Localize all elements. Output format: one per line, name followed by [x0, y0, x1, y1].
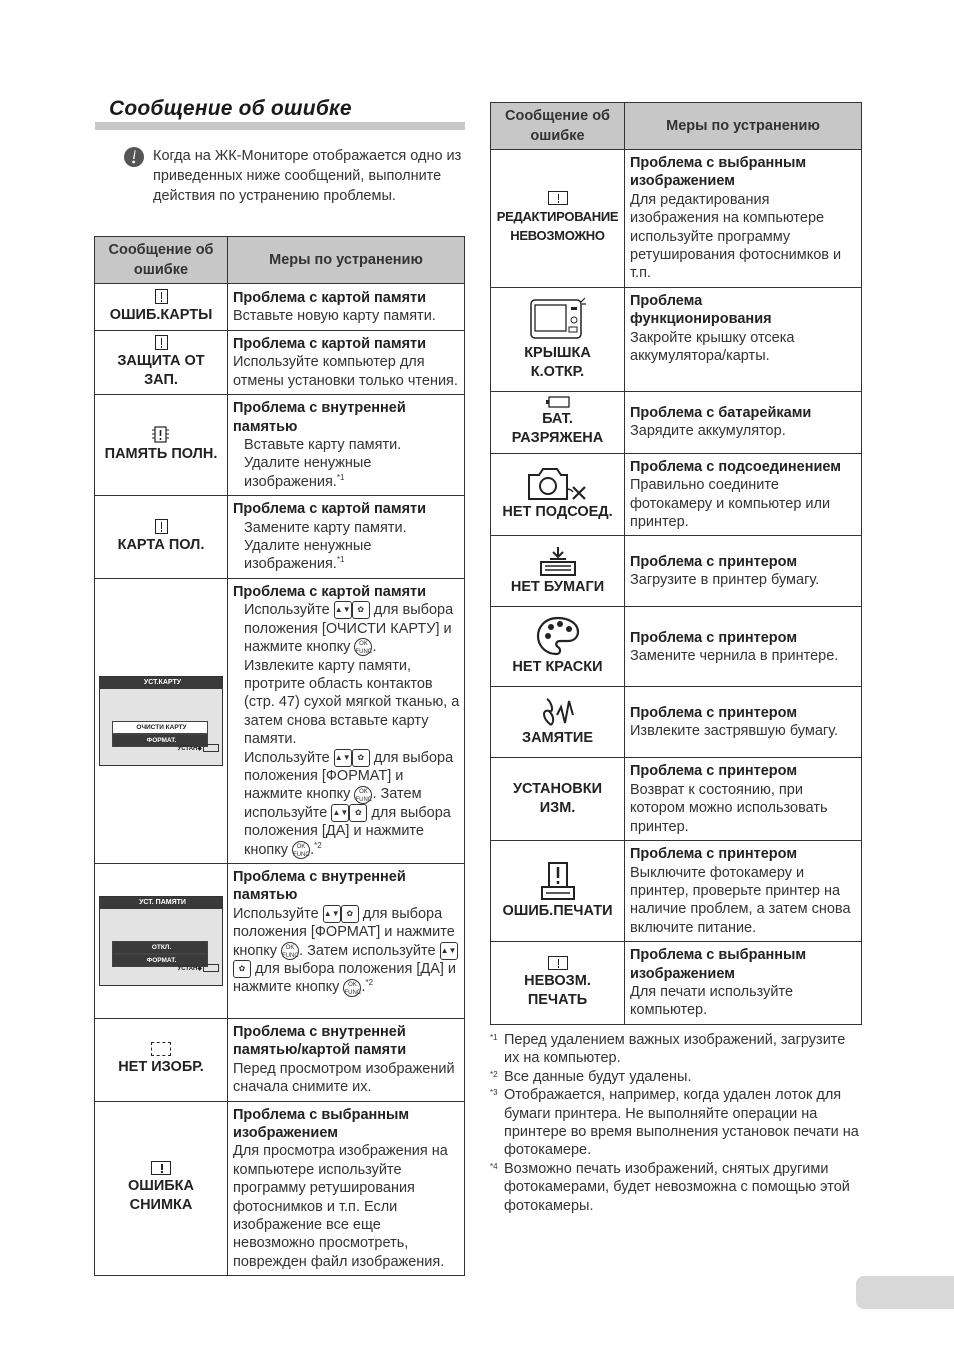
remedy-text: Замените чернила в принтере.	[630, 647, 839, 664]
footnote-ref: *1	[336, 555, 345, 565]
message-label: РЕДАКТИРОВАНИЕ	[496, 209, 619, 225]
error-table-right	[490, 102, 862, 1025]
ok-button-icon: OK FUNC	[354, 638, 372, 656]
warning-icon	[151, 1161, 171, 1175]
footnote-text: Возможно печать изображений, снятых другими фотокамерами, будет невозможна с помощью этой фотокамеры.	[504, 1160, 850, 1214]
problem-heading-line2: изображением	[630, 173, 735, 190]
message-label: КРЫШКА	[524, 345, 591, 362]
problem-heading: Проблема с выбранным	[630, 947, 807, 964]
macro-button-icon: ✿	[341, 905, 359, 923]
problem-heading-line2: функционирования	[630, 311, 772, 328]
message-label: ПАМЯТЬ ПОЛН.	[104, 446, 218, 463]
macro-button-icon: ✿	[352, 749, 370, 767]
table-row	[491, 287, 862, 391]
page-title: Сообщение об ошибке	[109, 97, 352, 120]
problem-heading: Проблема с принтером	[630, 763, 798, 780]
table-row	[95, 395, 465, 496]
problem-heading: Проблема с картой памяти	[233, 583, 427, 600]
remedy-text: Для просмотра изображения на компьютере используйте программу ретуширования фотоснимков и т.п. Если изображение все еще невозможно просмотреть, поврежден файл изображения.	[233, 1143, 448, 1270]
footnote	[490, 1086, 862, 1160]
problem-heading-line2: изображением	[630, 965, 735, 982]
macro-button-icon: ✿	[349, 804, 367, 822]
message-label: ЗАЩИТА ОТ	[117, 353, 205, 370]
message-label-line2: НЕВОЗМОЖНО	[510, 228, 605, 244]
problem-heading: Проблема	[630, 292, 703, 309]
table-row	[95, 1101, 465, 1276]
remedy-text: Возврат к состоянию, при котором можно использовать принтер.	[630, 781, 828, 835]
problem-heading: Проблема с внутренней	[233, 400, 406, 417]
warning-icon	[155, 519, 168, 534]
problem-heading: Проблема с картой памяти	[233, 289, 427, 306]
footnote-text: Перед удалением важных изображений, загрузите их на компьютер.	[504, 1032, 846, 1067]
page-number-tab	[856, 1276, 954, 1309]
problem-heading: Проблема с внутренней	[233, 868, 406, 885]
message-label: УСТАНОВКИ	[512, 781, 603, 798]
lcd-set-label: УСТАН◆	[178, 960, 220, 979]
footnote-mark: *1	[490, 1033, 498, 1042]
header-remedy: Меры по устранению	[625, 103, 862, 150]
ok-button-icon: OK FUNC	[281, 942, 299, 960]
remedy-text: Извлеките застрявшую бумагу.	[630, 723, 839, 740]
warning-icon	[548, 956, 568, 970]
remedy-text: Для редактирования изображения на компьютере используйте программу ретуширования фотоснимков и т.п.	[630, 191, 842, 282]
ok-button-icon: OK FUNC	[343, 979, 361, 997]
problem-heading: Проблема с выбранным	[233, 1106, 410, 1123]
remedy-text: Перед просмотром изображений сначала снимите их.	[233, 1060, 455, 1096]
table-row	[491, 687, 862, 758]
footnote	[490, 1068, 862, 1086]
updown-button-icon: ▲▼	[323, 905, 341, 923]
message-label-line2: РАЗРЯЖЕНА	[511, 430, 604, 447]
message-label: ОШИБ.КАРТЫ	[109, 307, 213, 323]
warning-icon	[155, 335, 168, 350]
remedy-text: Закройте крышку отсека аккумулятора/карты.	[630, 329, 795, 365]
ok-button-icon: OK FUNC	[354, 786, 372, 804]
remedy-step: Удалите ненужные изображения.$^{*1}$	[244, 538, 372, 573]
footnote-ref: *2	[365, 978, 374, 988]
remedy-text: Загрузите в принтер бумагу.	[630, 572, 820, 589]
caution-icon	[123, 146, 145, 168]
updown-button-icon: ▲▼	[331, 804, 349, 822]
table-row	[95, 578, 465, 863]
footnotes	[490, 1031, 862, 1215]
table-row	[491, 942, 862, 1025]
lcd-option-format: ФОРМАТ.	[112, 734, 208, 747]
problem-heading: Проблема с выбранным	[630, 155, 807, 171]
problem-heading: Проблема с картой памяти	[233, 501, 427, 518]
problem-heading: Проблема с принтером	[630, 705, 798, 722]
message-label: НЕТ ПОДСОЕД.	[502, 504, 613, 521]
intro-text: Когда на ЖК-Мониторе отображается одно из приведенных ниже сообщений, выполните действия по устранению проблемы.	[153, 148, 462, 204]
remedy-step: Удалите ненужные изображения.$^{*1}$	[244, 455, 372, 490]
problem-heading: Проблема с батарейками	[630, 404, 812, 421]
lcd-memory-setup-screen	[99, 896, 223, 986]
footnote-mark: *4	[490, 1161, 498, 1171]
remedy-text: Вставьте новую карту памяти.	[233, 308, 436, 324]
remedy-text: Зарядите аккумулятор.	[630, 423, 786, 440]
macro-button-icon: ✿	[233, 960, 251, 978]
footnote	[490, 1160, 862, 1215]
remedy-text: Для печати используйте компьютер.	[630, 983, 794, 1019]
problem-heading: Проблема с подсоединением	[630, 458, 841, 475]
message-label: КАРТА ПОЛ.	[117, 537, 205, 554]
problem-heading: Проблема с принтером	[630, 846, 798, 863]
message-label: НЕВОЗМ.	[524, 972, 591, 989]
lcd-title: УСТ.КАРТУ	[100, 677, 222, 689]
updown-button-icon: ▲▼	[334, 749, 352, 767]
footnote-ref: *2	[314, 840, 322, 850]
message-label: НЕТ ИЗОБР.	[118, 1059, 204, 1076]
footnote-text: Отображается, например, когда удален лоток для бумаги принтера. Не выполняйте операции на принтере во время выполнения установок печати на фотокамере.	[504, 1087, 859, 1159]
message-label: БАТ.	[542, 411, 573, 428]
remedy-text: Используйте компьютер для отмены установки только чтения.	[233, 354, 458, 389]
remedy-text: Правильно соедините фотокамеру и компьютер или принтер.	[630, 477, 831, 531]
page-title-block	[95, 97, 465, 130]
remedy-step: Вставьте карту памяти.	[244, 437, 402, 454]
message-label-line2: К.ОТКР.	[530, 364, 585, 381]
footnote	[490, 1031, 862, 1068]
message-label-line2: СНИМКА	[129, 1197, 193, 1214]
message-label: ЗАМЯТИЕ	[521, 729, 593, 746]
no-paper-icon	[539, 546, 577, 576]
header-message: Сообщение об ошибке	[491, 103, 625, 150]
problem-heading: Проблема с принтером	[630, 629, 798, 646]
footnote-text: Все данные будут удалены.	[504, 1068, 692, 1085]
table-row	[491, 150, 862, 288]
table-row	[95, 1018, 465, 1101]
table-row	[95, 284, 465, 331]
footnote-mark: *2	[490, 1069, 498, 1079]
remedy-text: Выключите фотокамеру и принтер, проверьте принтер на наличие проблем, а затем снова включите питание.	[630, 864, 851, 936]
message-label-line2: ПЕЧАТЬ	[527, 991, 588, 1008]
macro-button-icon: ✿	[352, 601, 370, 619]
message-label: ОШИБКА	[127, 1178, 194, 1195]
remedy-step: Замените карту памяти.	[244, 519, 407, 536]
remedy-step: Извлеките карту памяти, протрите область контактов (стр. 47) сухой мягкой тканью, а затем снова вставьте карту памяти.	[244, 657, 460, 748]
lcd-option-off: ОТКЛ.	[112, 941, 208, 954]
lcd-option-clean-card: ОЧИСТИ КАРТУ	[112, 721, 208, 734]
problem-heading-line2: памятью	[233, 418, 298, 435]
battery-empty-icon	[546, 396, 570, 408]
warning-icon	[548, 191, 568, 205]
remedy-step: Используйте ▲▼ ✿ для выбора положения [ОЧИСТИ КАРТУ] и нажмите кнопку OK FUNC.	[244, 602, 454, 656]
no-ink-icon	[536, 616, 580, 656]
lcd-card-setup-screen	[99, 676, 223, 766]
table-row	[491, 607, 862, 687]
message-label: НЕТ БУМАГИ	[510, 578, 605, 595]
ok-button-icon: OK FUNC	[292, 841, 310, 859]
intro-note	[123, 146, 463, 206]
footnote-mark: *3	[490, 1088, 498, 1098]
header-message: Сообщение об ошибке	[95, 237, 228, 284]
remedy-step: Используйте ▲▼ ✿ для выбора положения [ФОРМАТ] и нажмите кнопку OK FUNC. Затем используйте ▲▼✿ для выбора положения [ДА] и нажмите кнопку OK FUNC.$^{*2}$	[233, 905, 457, 996]
problem-heading-line2: памятью	[233, 887, 298, 904]
updown-button-icon: ▲▼	[440, 942, 458, 960]
problem-heading: Проблема с принтером	[630, 554, 798, 571]
table-row	[491, 391, 862, 453]
problem-heading-line2: памятью/картой памяти	[233, 1042, 407, 1059]
table-row	[95, 496, 465, 579]
table-row	[95, 863, 465, 1018]
problem-heading: Проблема с внутренней	[233, 1023, 406, 1040]
title-underline-bar	[95, 122, 465, 130]
error-table-left	[94, 236, 465, 1276]
camera-disconnected-icon	[527, 467, 589, 501]
memory-full-icon	[151, 426, 171, 443]
problem-heading: Проблема с картой памяти	[233, 336, 427, 352]
updown-button-icon: ▲▼	[334, 601, 352, 619]
problem-heading-line2: изображением	[233, 1125, 338, 1141]
table-row	[95, 331, 465, 395]
message-label-line2: ИЗМ.	[539, 800, 576, 817]
footnote-ref: *1	[336, 473, 345, 483]
table-row	[491, 453, 862, 536]
message-label: ОШИБ.ПЕЧАТИ	[502, 902, 613, 919]
warning-icon	[155, 289, 168, 304]
lcd-option-format: ФОРМАТ.	[112, 954, 208, 967]
no-image-icon	[151, 1042, 171, 1056]
table-row	[491, 841, 862, 942]
header-remedy: Меры по устранению	[228, 237, 465, 284]
remedy-step: Используйте ▲▼ ✿ для выбора положения [ФОРМАТ] и нажмите кнопку OK FUNC. Затем используйте ▲▼ ✿ для выбора положения [ДА] и нажмите кнопку OK FUNC.$^{*2}$	[244, 749, 454, 858]
lcd-set-label: УСТАН◆	[178, 740, 220, 759]
print-error-icon	[540, 862, 576, 900]
table-row	[491, 758, 862, 841]
message-label: НЕТ КРАСКИ	[512, 659, 603, 676]
table-row	[491, 536, 862, 607]
camera-cover-open-icon	[529, 296, 587, 342]
paper-jam-icon	[539, 697, 577, 727]
message-label-line2: ЗАП.	[144, 372, 178, 389]
lcd-title: УСТ. ПАМЯТИ	[100, 897, 222, 909]
